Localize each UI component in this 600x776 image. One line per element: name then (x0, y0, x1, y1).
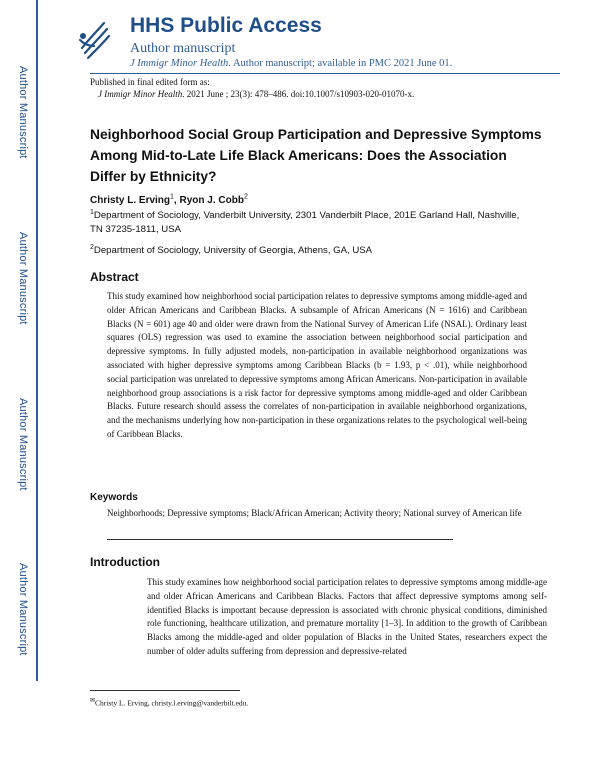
header-divider (90, 73, 560, 74)
footnote-divider (90, 690, 240, 691)
article-title: Neighborhood Social Group Participation and Depressive Symptoms Among Mid-to-Late Life Black Americans: Does the Association Differ by Ethnicity? (90, 127, 542, 184)
citation-journal: J Immigr Minor Health (98, 89, 183, 99)
sidebar-label-author-manuscript: Author Manuscript (17, 232, 29, 325)
corresponding-author-footnote (90, 697, 248, 708)
author-manuscript-subtitle: Author manuscript (130, 41, 236, 56)
author-list (90, 195, 248, 206)
availability-text: . Author manuscript; available in PMC 2021 June 01. (228, 58, 453, 69)
introduction-heading: Introduction (90, 555, 160, 569)
introduction-text: This study examines how neighborhood social participation relates to depressive symptoms among middle-age and older African Americans and Caribbean Blacks. Factors that affect depressive symptoms among self-identified Blacks is important because depression is associated with chronic physical conditions, diminished role functioning, healthcare utilization, and premature mortality [1–3]. In addition to the growth of Caribbean Blacks among the middle-aged and older population of Blacks in the United States, researchers expect the number of older adults suffering from depression and depressive-related (147, 577, 547, 656)
author-affiliation-marker: 1 (170, 193, 174, 201)
hhs-public-access-title: HHS Public Access (130, 14, 322, 37)
hhs-eagle-logo-icon (74, 18, 114, 62)
margin-rule (36, 0, 38, 681)
sidebar-label-author-manuscript: Author Manuscript (17, 66, 29, 159)
author-name: Ryon J. Cobb (179, 195, 244, 206)
publication-citation (98, 89, 414, 99)
keywords-divider (107, 539, 453, 540)
corresponding-marker: ✉ (90, 698, 96, 704)
author-separator: , (173, 195, 180, 206)
author-affiliation-marker: 2 (243, 193, 248, 201)
affiliation-text: Department of Sociology, University of Georgia, Athens, GA, USA (93, 245, 373, 256)
sidebar-label-author-manuscript: Author Manuscript (17, 398, 29, 491)
journal-availability-line (130, 58, 452, 69)
footnote-text: Christy L. Erving, christy.l.erving@vanderbilt.edu. (95, 698, 249, 708)
keywords-text: Neighborhoods; Depressive symptoms; Black/African American; Activity theory; National survey of American life (107, 508, 522, 518)
abstract-text: This study examined how neighborhood social participation relates to depressive symptoms among middle-aged and older African Americans and Caribbean Blacks. A subsample of African Americans (N = 1616) and Caribbean Blacks (N = 601) age 40 and older were drawn from the National Survey of American Life (NSAL). Ordinary least squares (OLS) regression was used to examine the association between neighborhood social participation and depressive symptoms. In fully adjusted models, non-participation in available neighborhood organizations was associated with higher depressive symptoms among Caribbean Blacks (b = 1.93, p < .01), while neighborhood social participation was unrelated to depressive symptoms among African Americans. Non-participation in available neighborhood group associations is a risk factor for depressive symptoms among middle-aged and older Caribbean Blacks. Future research should assess the correlates of non-participation in available neighborhood organizations, and the mechanisms underlying how non-participation in these organizations relates to the psychological well-being of Caribbean Blacks. (107, 291, 527, 439)
affiliation-marker: 1 (90, 208, 94, 216)
published-label: Published in final edited form as: (90, 77, 210, 87)
affiliation (90, 244, 530, 258)
affiliation-marker: 2 (90, 243, 94, 251)
keywords-heading: Keywords (90, 492, 138, 503)
journal-name: J Immigr Minor Health (130, 58, 229, 69)
affiliation (90, 209, 530, 237)
abstract-heading: Abstract (90, 270, 139, 284)
sidebar-label-author-manuscript: Author Manuscript (17, 563, 29, 656)
affiliation-text: Department of Sociology, Vanderbilt University, 2301 Vanderbilt Place, 201E Garland Hall, Nashville, TN 37235-1811, USA (90, 210, 520, 235)
author-name: Christy L. Erving (90, 195, 171, 206)
citation-details: . 2021 June ; 23(3): 478–486. doi:10.1007/s10903-020-01070-x. (182, 89, 415, 99)
